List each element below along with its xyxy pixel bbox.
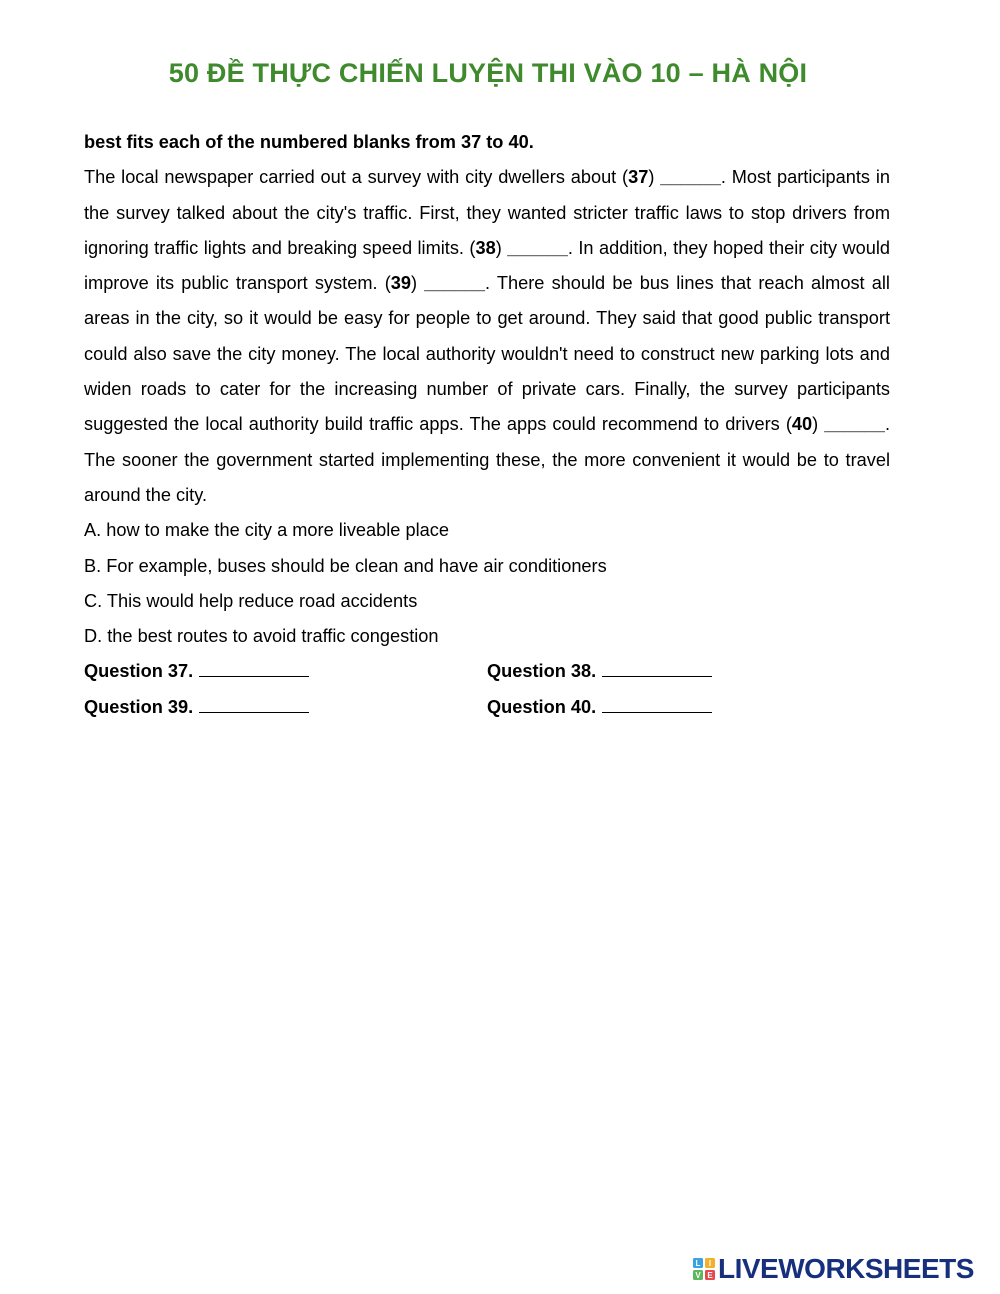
question-39-label: Question 39.: [84, 696, 194, 717]
blank-number-37: 37: [628, 167, 649, 188]
question-37: [84, 654, 487, 689]
blank-number-38: 38: [475, 237, 496, 258]
logo-mark-letter: L: [695, 1259, 701, 1268]
question-38: [487, 654, 890, 689]
answer-blank-37[interactable]: [199, 660, 309, 677]
logo-mark-letter: E: [707, 1271, 713, 1280]
passage-text: . In addition, they hoped their city would improve its public transport system. (: [84, 237, 890, 294]
instruction-text: best fits each of the numbered blanks from 37 to 40.: [84, 132, 534, 152]
option-c: C. This would help reduce road accidents: [84, 590, 418, 611]
passage-text: ): [411, 273, 425, 294]
reading-passage: [84, 160, 890, 513]
question-39: [84, 690, 487, 725]
blank-number-40: 40: [791, 414, 813, 435]
blank-37[interactable]: ______: [660, 167, 721, 188]
logo-text: LIVEWORKSHEETS: [718, 1253, 974, 1284]
blank-40[interactable]: ______: [824, 414, 885, 435]
answer-blank-40[interactable]: [602, 696, 712, 713]
question-40-label: Question 40.: [487, 696, 597, 717]
passage-text: . There should be bus lines that reach almost all areas in the city, so it would be easy for people to get around. They said that good public transport could also save the city money. The local authority wouldn't need to construct new parking lots and widen roads to cater for the increasing number of private cars. Finally, the survey participants suggested the local authority build traffic apps. The apps could recommend to drivers (: [84, 273, 890, 435]
blank-39[interactable]: ______: [424, 273, 485, 294]
passage-text: . Most participants in the survey talked about the city's traffic. First, they wanted stricter traffic laws to stop drivers from ignoring traffic lights and breaking speed limits. (: [84, 167, 890, 258]
worksheet-body: [84, 125, 890, 725]
answer-blank-39[interactable]: [199, 696, 309, 713]
answer-section: [84, 654, 890, 725]
passage-text: ): [648, 167, 661, 188]
logo-mark-letter: I: [708, 1259, 712, 1268]
option-a: A. how to make the city a more liveable place: [84, 520, 449, 541]
passage-text: The local newspaper carried out a survey with city dwellers about (: [84, 167, 629, 188]
liveworksheets-logo: [693, 1254, 993, 1284]
blank-number-39: 39: [390, 273, 412, 294]
passage-text: ): [495, 237, 508, 258]
passage-text: ): [812, 414, 825, 435]
liveworksheets-logo-icon: [693, 1258, 715, 1280]
blank-38[interactable]: ______: [507, 237, 568, 258]
answer-blank-38[interactable]: [602, 660, 712, 677]
question-38-label: Question 38.: [487, 661, 597, 682]
passage-text: . The sooner the government started implementing these, the more convenient it would be to travel around the city.: [84, 414, 890, 505]
logo-mark-letter: V: [695, 1271, 701, 1280]
answer-row: [84, 654, 890, 689]
question-40: [487, 690, 890, 725]
answer-row: [84, 690, 890, 725]
page-title: 50 ĐỀ THỰC CHIẾN LUYỆN THI VÀO 10 – HÀ NỘI: [168, 58, 808, 88]
option-b: B. For example, buses should be clean and have air conditioners: [84, 555, 607, 576]
question-37-label: Question 37.: [84, 661, 194, 682]
option-d: D. the best routes to avoid traffic congestion: [84, 626, 439, 647]
